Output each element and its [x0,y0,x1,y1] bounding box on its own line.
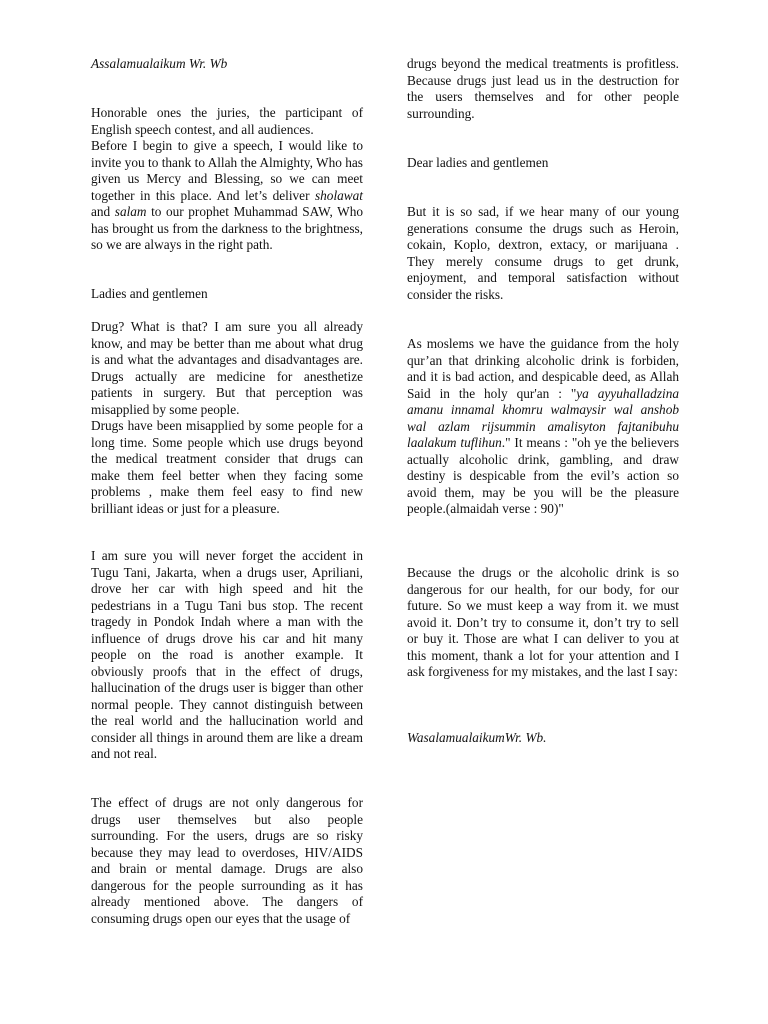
effects-paragraph: The effect of drugs are not only dangerous for drugs user themselves but also people surrounding. For the users, drugs are so risky because they may lead to overdoses, HIV/AIDS and brain or mental damage. Drugs are also dangerous for the people surrounding as it has already mentioned above. The dangers of consuming drugs open our eyes that the usage of [91,795,363,926]
opening-text-2: to our prophet Muhammad SAW, Who has brought us from the darkness to the brightness, so we are always in the right path. [91,204,363,252]
quran-paragraph [407,336,679,518]
opening-text-1: Before I begin to give a speech, I would like to invite you to thank to Allah the Almighty, Who has given us Mercy and Blessing, so we can meet together in this place. And let’s deliver [91,138,363,203]
drug-paragraph [91,319,363,517]
opening-and: and [91,204,115,219]
ladies-heading: Ladies and gentlemen [91,286,208,301]
continuation-paragraph: drugs beyond the medical treatments is profitless. Because drugs just lead us in the destruction for the users themselves and for other people surrounding. [407,56,679,121]
dear-heading: Dear ladies and gentlemen [407,155,549,170]
closing-paragraph: Because the drugs or the alcoholic drink is so dangerous for our health, for our body, for our future. So we must keep a way from it. we must avoid it. Don’t try to consume it, don’t try to sell or buy it. Those are what I can deliver to you at this moment, thank a lot for your attention and I ask forgiveness for my mistakes, and the last I say: [407,565,679,679]
quran-text-2: ." It means : "oh ye the believers actually alcoholic drink, gambling, and draw destiny is despicable from the evil’s action so avoid them, may be you will be the pleasure people.(almaidah verse : 90)" [407,435,679,516]
salam-word: salam [114,204,147,219]
young-generation-paragraph: But it is so sad, if we hear many of our young generations consume the drugs such as Heroin, cokain, Koplo, dextron, extacy, or marijuana . They merely consume drugs to get drunk, enjoyment, and temporal satisfaction without consider the risks. [407,204,679,302]
quran-text-1: As moslems we have the guidance from the holy qur’an that drinking alcoholic drink is forbiden, and it is bad action, and despicable deed, as Allah Said in the holy qur'an : " [407,336,679,401]
opening-body [91,138,363,254]
drug-misuse: Drugs have been misapplied by some people for a long time. Some people which use drugs beyond the medical treatment consider that drugs can make them feel better when they facing some problems , make them feel easy to find new brilliant ideas or just for a pleasure. [91,418,363,516]
sholawat-word: sholawat [314,187,363,203]
opening-paragraph [91,105,363,254]
greeting: Assalamualaikum Wr. Wb [91,56,228,71]
quran-quote: ya ayyuhalladzina amanu innamal khomru walmaysir wal anshob wal azlam rijsummin amalisyton fajtanibuhu laalakum tuflihun [407,385,679,450]
opening-salutation: Honorable ones the juries, the participant of English speech contest, and all audiences. [91,105,363,137]
accident-paragraph: I am sure you will never forget the accident in Tugu Tani, Jakarta, when a drugs user, Apriliani, drove her car with high speed and hit the pedestrians in a Tugu Tani bus stop. The recent tragedy in Pondok Indah where a man with the influence of drugs drove his car and hit many people on the road is another example. It obviously proofs that in the effect of drugs, hallucination of the drugs user is bigger than other normal people. They cannot distinguish between the real world and the hallucination world and consider all things in around them are like a dream and not real. [91,548,363,761]
closing-greeting: WasalamualaikumWr. Wb. [407,730,547,745]
drug-definition: Drug? What is that? I am sure you all already know, and may be better than me about what drug is and what the advantages and disadvantages are. Drugs actually are medicine for anesthetize patients in surgery. But that perception was misapplied by some people. [91,319,363,417]
